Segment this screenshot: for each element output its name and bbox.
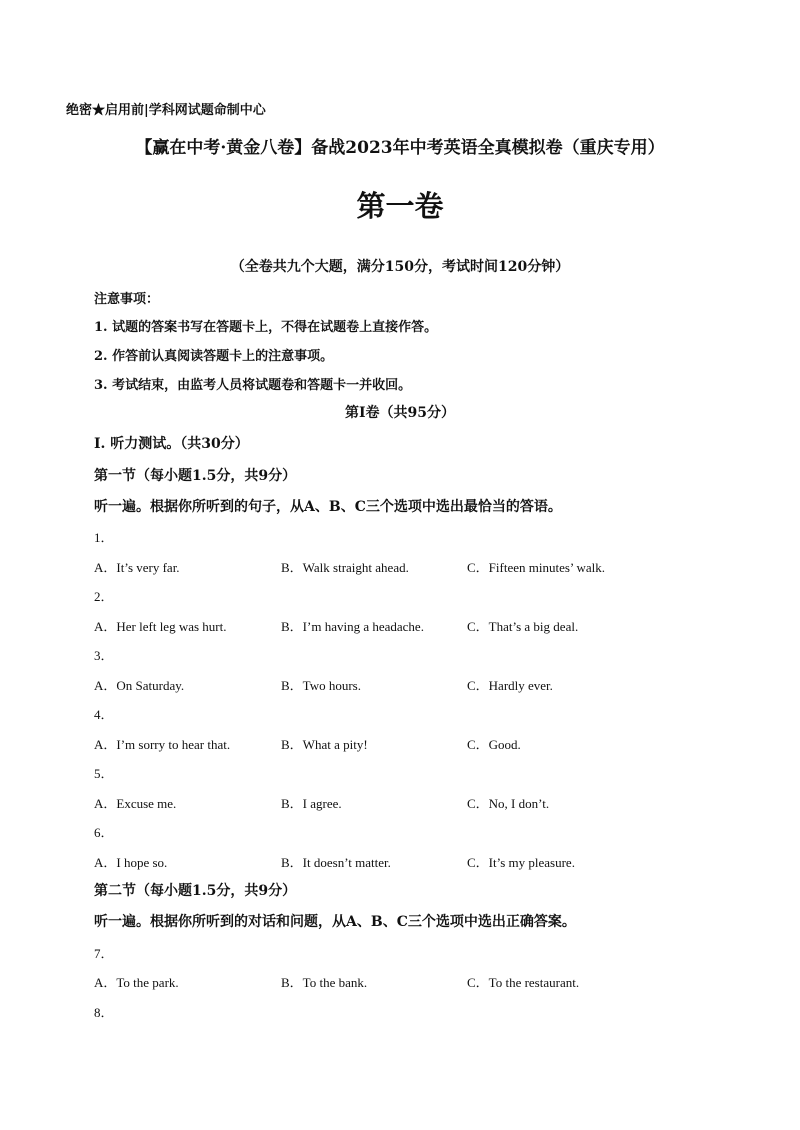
subsection-title: 第二节（每小题1.5分，共9分） [94,883,297,899]
option-a: A．Her left leg was hurt. [94,619,227,634]
option-a: A．To the park. [94,975,179,990]
option-a: A．I hope so. [94,855,168,870]
question-number: 8． [94,1005,114,1020]
option-b: B．What a pity! [281,737,368,752]
note-item: 3. 考试结束，由监考人员将试题卷和答题卡一并收回。 [94,378,412,393]
question-number: 1． [94,530,114,545]
option-a: A．On Saturday. [94,678,185,693]
option-c: C．It’s my pleasure. [467,855,575,870]
option-a: A．Excuse me. [94,796,177,811]
confidential-label: 绝密★启用前|学科网试题命制中心 [66,103,266,118]
option-a: A．I’m sorry to hear that. [94,737,231,752]
question-number: 2． [94,589,114,604]
option-c: C．That’s a big deal. [467,619,579,634]
volume-title: 第一卷 [356,189,444,223]
note-item: 1. 试题的答案书写在答题卡上，不得在试题卷上直接作答。 [94,320,438,335]
option-a: A．It’s very far. [94,560,180,575]
option-c: C．No, I don’t. [467,796,550,811]
option-c: C．Fifteen minutes’ walk. [467,560,606,575]
option-b: B．I’m having a headache. [281,619,424,634]
option-c: C．Hardly ever. [467,678,553,693]
option-b: B．Two hours. [281,678,361,693]
notes-heading: 注意事项： [94,292,160,307]
subsection-instruction: 听一遍。根据你所听到的句子，从A、B、C三个选项中选出最恰当的答语。 [94,499,562,515]
question-number: 7． [94,946,114,961]
option-c: C．To the restaurant. [467,975,580,990]
question-number: 4． [94,707,114,722]
question-number: 3． [94,648,114,663]
option-c: C．Good. [467,737,521,752]
exam-title: 【赢在中考·黄金八卷】备战2023年中考英语全真模拟卷（重庆专用） [135,138,665,158]
section-heading: I. 听力测试。（共30分） [94,436,249,452]
subsection-instruction: 听一遍。根据你所听到的对话和问题，从A、B、C三个选项中选出正确答案。 [94,914,576,930]
exam-subtitle: （全卷共九个大题，满分150分，考试时间120分钟） [230,259,570,275]
part-title: 第Ⅰ卷（共95分） [344,405,456,421]
subsection-title: 第一节（每小题1.5分，共9分） [94,468,297,484]
option-b: B．To the bank. [281,975,368,990]
option-b: B．It doesn’t matter. [281,855,391,870]
question-number: 5． [94,766,114,781]
option-b: B．I agree. [281,796,342,811]
option-b: B．Walk straight ahead. [281,560,409,575]
note-item: 2. 作答前认真阅读答题卡上的注意事项。 [94,349,334,364]
question-number: 6． [94,825,114,840]
